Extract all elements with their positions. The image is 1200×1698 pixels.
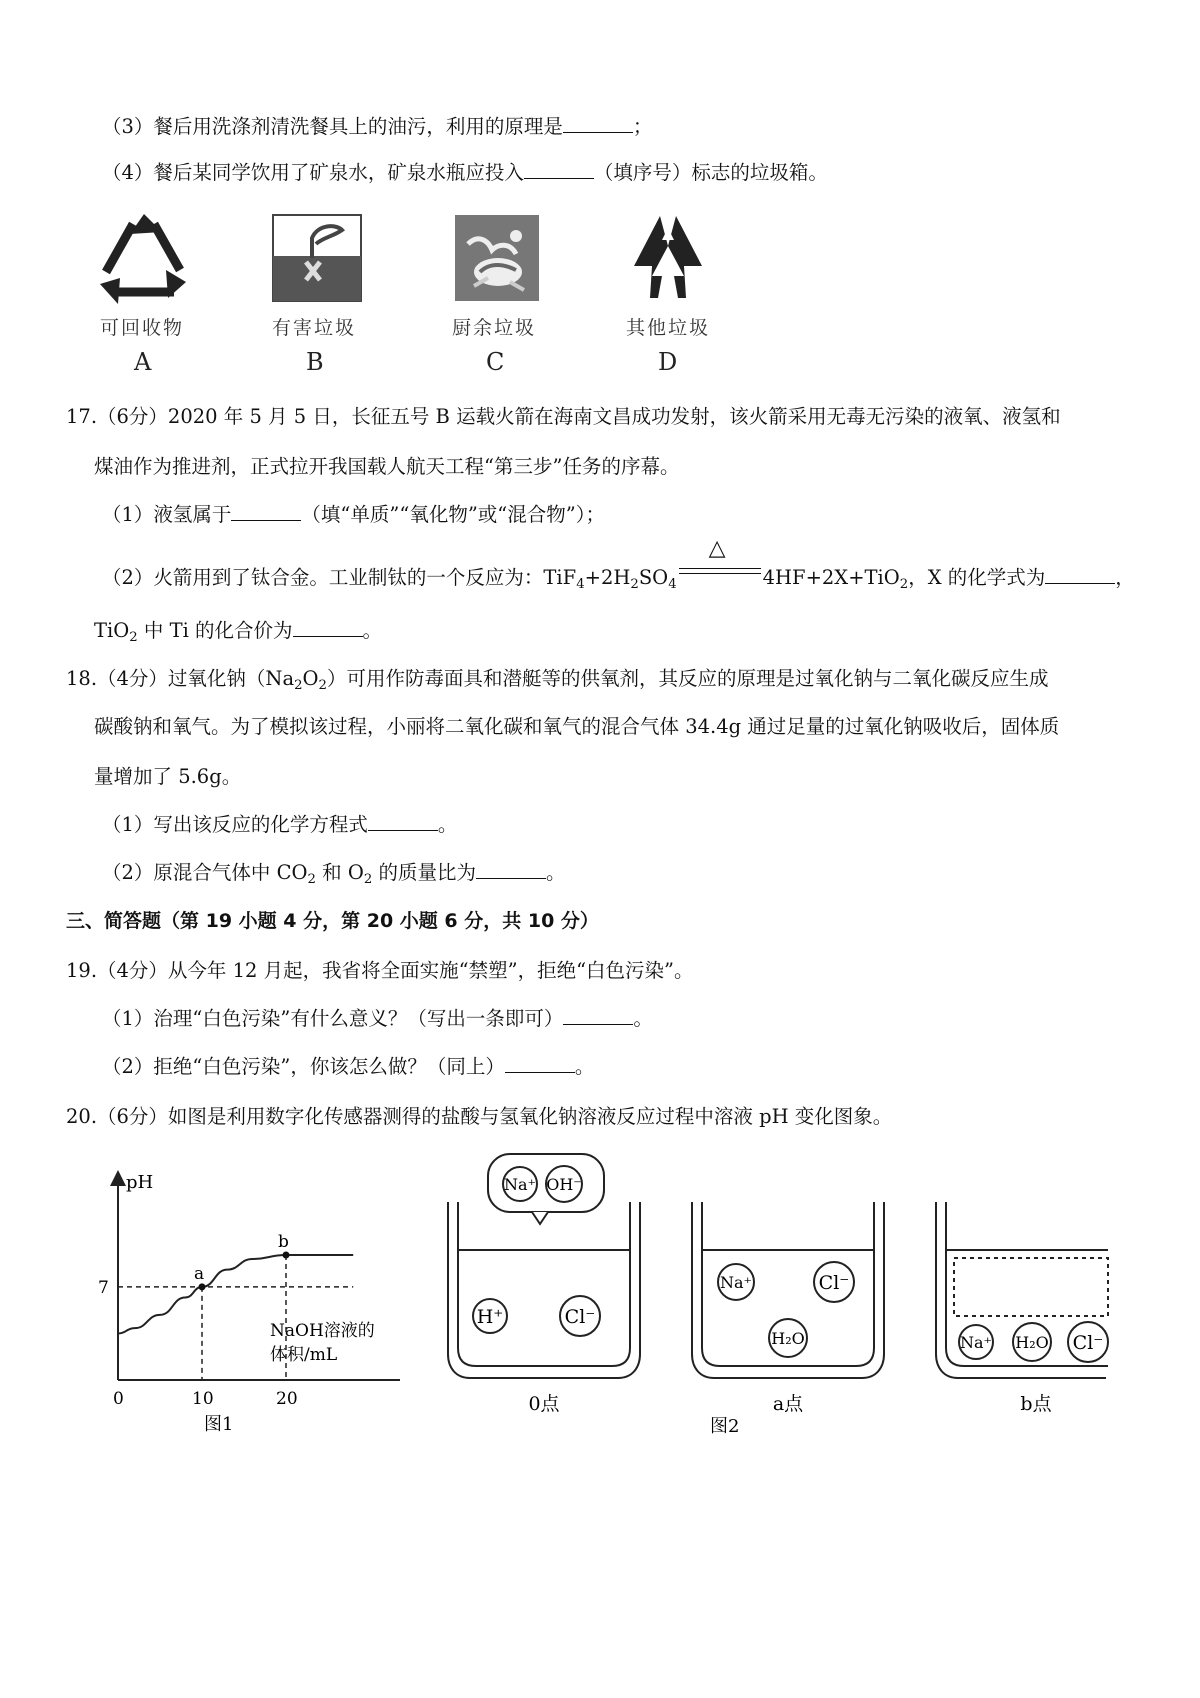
ion-cl-label: Cl⁻ [818,1272,850,1294]
option-letter[interactable]: D [658,348,678,376]
q19-part2: （2）拒绝“白色污染”，你该怎么做？（同上） 。 [102,1055,595,1078]
y-axis-label: pH [126,1172,154,1193]
ion-na-label: Na⁺ [960,1333,992,1352]
beaker-label: a点 [772,1393,804,1415]
sign-caption: 厨余垃圾 [452,317,537,339]
x-tick-label: 20 [276,1389,298,1409]
caption-fig2: 图2 [710,1416,740,1437]
beaker-label: b点 [1020,1393,1052,1415]
answer-blank[interactable] [231,502,301,521]
beaker-0 [448,1152,640,1415]
q16-part3: （3）餐后用洗涤剂清洗餐具上的油污，利用的原理是 ； [102,115,653,138]
option-letter[interactable]: B [306,348,324,376]
x-axis-label-line2: 体积/mL [270,1345,338,1365]
q17-part2-cont: TiO$_2$ 中 Ti 的化合价为 。 [94,619,383,646]
sign-caption: 其他垃圾 [626,317,711,339]
q16-part4: （4）餐后某同学饮用了矿泉水，矿泉水瓶应投入 （填序号）标志的垃圾箱。 [102,161,828,184]
ion-bubble-oh-label: OH⁻ [546,1175,582,1194]
q17-part1: （1）液氢属于 （填“单质”“氧化物”或“混合物”）； [102,503,605,526]
point-label: a [194,1263,205,1284]
ion-cl-label: Cl⁻ [564,1306,596,1328]
answer-blank[interactable] [1045,565,1115,584]
data-point-b [283,1251,290,1258]
beaker-a [692,1202,884,1437]
x-tick-label: 10 [192,1389,214,1409]
q20-stem: 20.（6分）如图是利用数字化传感器测得的盐酸与氢氧化钠溶液反应过程中溶液 pH 变化图象。 [66,1105,893,1128]
molecule-h2o-label: H₂O [771,1329,805,1348]
answer-blank[interactable] [368,812,438,831]
q18-part2: （2）原混合气体中 $CO_2$ 和 $O_2$ 的质量比为 。 [102,861,566,888]
beaker-b [936,1202,1108,1415]
molecule-h2o-label: H₂O [1015,1333,1049,1352]
ion-na-label: Na⁺ [720,1273,752,1292]
ion-h-label: H⁺ [476,1306,504,1328]
answer-blank[interactable] [524,160,594,179]
recycle-icon [96,212,192,304]
q17-part2: （2）火箭用到了钛合金。工业制钛的一个反应为：$TiF_4+2H_2SO_4$ △ 4HF+2X+TiO$_2$，X 的化学式为 ， [102,536,1135,593]
q18-stem-line1: 18.（4分）过氧化钠$(Na_2O_2)$可用作防毒面具和潜艇等的供氧剂，其反应的原理是过氧化钠与二氧化碳反应生成 [66,667,1049,694]
heating-equals-sign [677,536,763,584]
hazardous-waste-icon [272,214,362,302]
ph-curve-chart [90,1168,420,1448]
x-axis-label-line1: NaOH溶液的 [270,1321,375,1341]
beaker-label: 0点 [528,1393,560,1415]
answer-blank[interactable] [563,114,633,133]
ion-cl-label: Cl⁻ [1072,1332,1104,1354]
y-tick-label: 7 [98,1277,109,1298]
answer-blank[interactable] [505,1054,575,1073]
q19-part1: （1）治理“白色污染”有什么意义？（写出一条即可） 。 [102,1007,653,1030]
section-heading: 三、简答题（第 19 小题 4 分，第 20 小题 6 分，共 10 分） [66,910,599,932]
kitchen-waste-icon [454,214,540,302]
option-letter[interactable]: A [134,348,152,376]
other-waste-icon [628,212,708,304]
answer-blank[interactable] [563,1006,633,1025]
ion-beakers-figure [440,1148,1200,1438]
q17-stem-line1: 17.（6分）2020 年 5 月 5 日，长征五号 B 运载火箭在海南文昌成功发射，该火箭采用无毒无污染的液氧、液氢和 [66,405,1061,428]
caption-fig1: 图1 [204,1414,234,1435]
answer-box[interactable] [954,1258,1108,1316]
q19-stem: 19.（4分）从今年 12 月起，我省将全面实施“禁塑”，拒绝“白色污染”。 [66,959,694,982]
option-letter[interactable]: C [486,348,505,376]
q17-stem-line2: 煤油作为推进剂，正式拉开我国载人航天工程“第三步”任务的序幕。 [94,455,680,478]
answer-blank[interactable] [476,860,546,879]
point-label: b [278,1231,289,1252]
sign-caption: 可回收物 [100,317,185,339]
q18-stem-line2: 碳酸钠和氧气。为了模拟该过程，小丽将二氧化碳和氧气的混合气体 34.4g 通过足量的过氧化钠吸收后，固体质 [94,715,1060,738]
answer-blank[interactable] [293,618,363,637]
sign-caption: 有害垃圾 [272,317,357,339]
x-tick-label: 0 [113,1389,124,1409]
heat-triangle-icon: △ [708,536,726,561]
data-point-a [199,1283,206,1290]
ion-bubble-na-label: Na⁺ [504,1175,536,1194]
q18-stem-line3: 量增加了 5.6g。 [94,765,242,788]
q18-part1: （1）写出该反应的化学方程式 。 [102,813,458,836]
